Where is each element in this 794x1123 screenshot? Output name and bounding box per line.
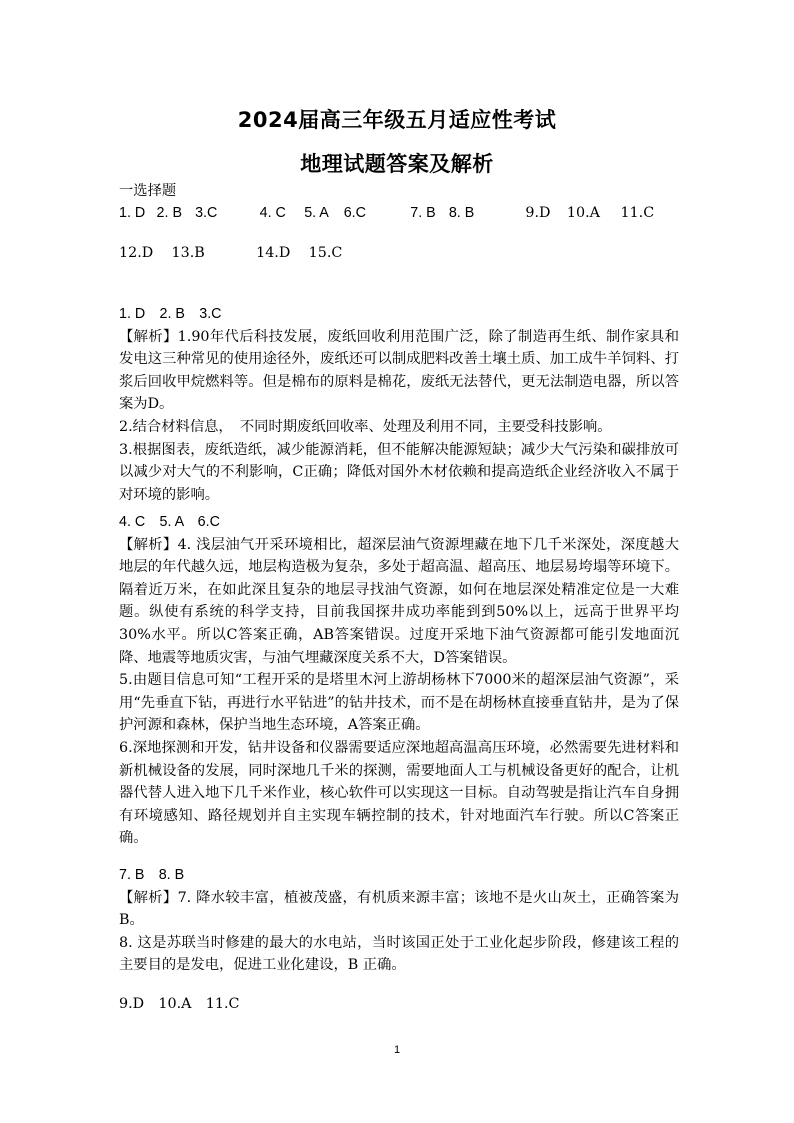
page-title: 2024届高三年级五月适应性考试 [237, 108, 557, 132]
section-label: 一选择题 [119, 183, 177, 199]
analysis-paragraph: 2.结合材料信息， 不同时期废纸回收率、处理及利用不同，主要受科技影响。 [119, 418, 612, 435]
answer-item: 3.C [195, 205, 218, 221]
analysis-paragraph: 5.由题目信息可知“工程开采的是塔里木河上游胡杨林下7000米的超深层油气资源”，采用“先垂直下钻，再进行水平钻进”的钻井技术，而不是在胡杨林直接垂直钻井，是为了保护河源和森林，保护当地生态环境，A答案正确。 [119, 672, 679, 734]
answer-item: 15.C [308, 245, 343, 261]
answer-item: 1. D [119, 205, 146, 221]
analysis-paragraph: 【解析】4. 浅层油气开采环境相比，超深层油气资源埋藏在地下几千米深处，深度越大地层的年代越久远，地层构造极为复杂，多处于超高温、超高压、地层易垮塌等环境下。隔着近万米，在如此深且复杂的地层寻找油气资源，如何在地层深处精准定位是一大难题。纵使有系统的科学支持，目前我国探井成功率能到到50%以上，远高于世界平均30%水平。所以C答案正确，AB答案错误。过度开采地下油气资源都可能引发地面沉降、地震等地质灾害，与油气埋藏深度关系不大，D答案错误。 [119, 536, 679, 666]
analysis-paragraph: 3.根据图表，废纸造纸，减少能源消耗，但不能解决能源短缺；减少大气污染和碳排放可以减少对大气的不利影响，C正确；降低对国外木材依赖和提高造纸企业经济收入不属于对环境的影响。 [119, 441, 679, 503]
analysis-block-7-8 [119, 864, 679, 977]
answer-item: 14.D [256, 245, 291, 261]
answer-heading: 1. D 2. B 3.C [119, 306, 222, 322]
answer-item: 6.C [343, 205, 366, 221]
page-subtitle: 地理试题答案及解析 [300, 152, 494, 176]
analysis-paragraph: 【解析】7. 降水较丰富，植被茂盛，有机质来源丰富；该地不是火山灰土，正确答案为B。 [119, 889, 679, 929]
analysis-block-4-6 [119, 511, 679, 850]
answer-row-1 [119, 202, 679, 224]
answer-item: 7. B [410, 205, 436, 221]
answer-item: 13.B [171, 245, 205, 261]
answer-item: 4. C [259, 205, 286, 221]
answer-item: 12.D [119, 245, 154, 261]
answer-heading: 7. B 8. B [119, 867, 185, 883]
analysis-block-1-3 [119, 303, 679, 506]
answer-item: 8. B [448, 205, 475, 221]
answer-heading: 4. C 5. A 6.C [119, 514, 220, 530]
analysis-paragraph: 6.深地探测和开发，钻井设备和仪器需要适应深地超高温高压环境，必然需要先进材料和新机械设备的发展，同时深地几千米的探测，需要地面人工与机械设备更好的配合，让机器代替人进入地下几千米作业，核心软件可以实现这一目标。自动驾驶是指让汽车自身拥有环境感知、路径规划并自主实现车辆控制的技术，针对地面汽车行驶。所以C答案正确。 [119, 739, 679, 847]
answer-item: 9.D [525, 205, 551, 221]
analysis-paragraph: 8. 这是苏联当时修建的最大的水电站，当时该国正处于工业化起步阶段，修建该工程的主要目的是发电，促进工业化建设，B 正确。 [119, 934, 679, 974]
answer-item: 10.A [566, 205, 600, 221]
answer-row-2 [119, 242, 679, 264]
answer-item: 2. B [156, 205, 182, 221]
answer-heading: 9.D 10.A 11.C [119, 996, 240, 1012]
answer-item: 11.C [620, 205, 655, 221]
page-number: 1 [393, 1044, 401, 1056]
analysis-paragraph: 【解析】1.90年代后科技发展，废纸回收利用范围广泛，除了制造再生纸、制作家具和发电这三种常见的使用途径外，废纸还可以制成肥料改善土壤土质、加工成牛羊饲料、打浆后回收甲烷燃料等。但是棉布的原料是棉花，废纸无法替代，更无法制造电器，所以答案为D。 [119, 328, 679, 413]
answer-item: 5. A [304, 205, 329, 221]
